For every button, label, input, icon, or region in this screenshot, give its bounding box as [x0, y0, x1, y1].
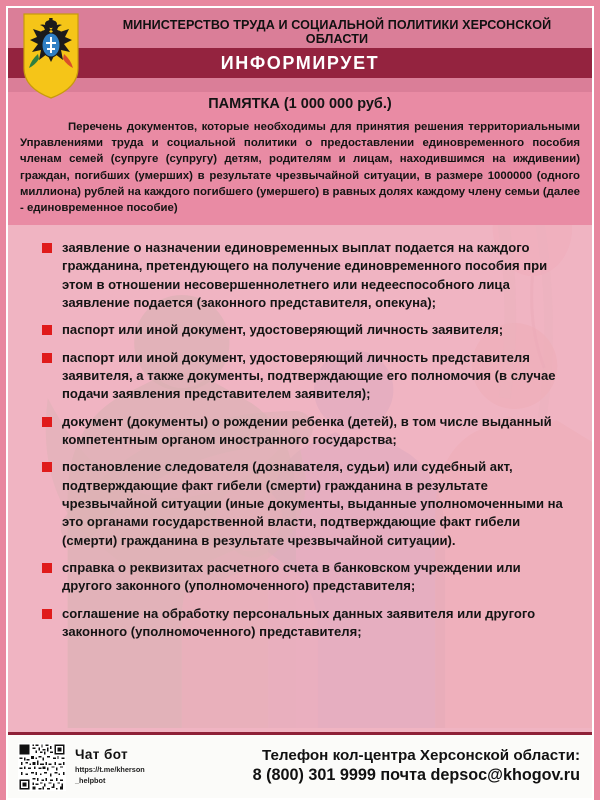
list-item-text: справка о реквизитах расчетного счета в банковском учреждении или другого законного (уполномоченного) представителя; — [62, 560, 521, 594]
list-item-text: постановление следователя (дознавателя, судьи) или судебный акт, подтверждающие факт гибели (смерти) гражданина в результате чрезвычайной ситуации (иные документы, выданные уполномоченными на это органами государственной власти, подтверждающие факт гибели (смерти) гражданина в результате чрезвычайной ситуации). — [62, 459, 563, 548]
poster-frame — [6, 6, 594, 800]
bullet-square-icon — [42, 417, 52, 427]
bullet-square-icon — [42, 563, 52, 573]
chat-bot-url-line1[interactable]: https://t.me/kherson — [75, 764, 145, 774]
call-center-label: Телефон кол-центра Херсонской области: — [261, 747, 580, 765]
bullet-square-icon — [42, 462, 52, 472]
header-bottom-strip — [8, 78, 592, 92]
list-item — [42, 239, 566, 312]
poster-body — [8, 92, 592, 732]
list-item — [42, 605, 566, 642]
list-item — [42, 458, 566, 550]
contact-block — [145, 747, 582, 785]
intro-paragraph: Перечень документов, которые необходимы для принятия решения территориальными Управлениями труда и социальной политики о предоставлении единовременного пособия членам семей (супруге (супругу) детям, родителям и лицам, находившимся на иждивении) граждан, погибших (умерших) в результате чрезвычайной ситуации, в размере 1000000 (одного миллиона) рублей на каждого погибшего (умершего) в равных долях каждому члену семьи (далее - единовременное пособие) — [8, 117, 592, 225]
chat-bot-block — [75, 748, 145, 785]
chat-bot-url-line2[interactable]: _helpbot — [75, 775, 106, 785]
list-item-text: паспорт или иной документ, удостоверяющий личность заявителя; — [62, 322, 504, 338]
informs-banner: ИНФОРМИРУЕТ — [220, 53, 380, 73]
qr-code-icon[interactable] — [18, 743, 66, 791]
call-center-phone-email[interactable]: 8 (800) 301 9999 почта depsoc@khogov.ru — [252, 765, 580, 784]
poster-footer — [8, 732, 592, 798]
list-item-text: документ (документы) о рождении ребенка (детей), в том числе выданный компетентным органом иностранного государства; — [62, 413, 552, 448]
bullet-square-icon — [42, 353, 52, 363]
memo-title: ПАМЯТКА (1 000 000 руб.) — [8, 92, 592, 117]
list-item — [42, 559, 566, 596]
coat-of-arms-icon — [20, 12, 82, 100]
bullet-square-icon — [42, 609, 52, 619]
chat-bot-label: Чат бот — [75, 746, 129, 762]
bullet-square-icon — [42, 325, 52, 335]
ministry-title: МИНИСТЕРСТВО ТРУДА И СОЦИАЛЬНОЙ ПОЛИТИКИ ХЕРСОНСКОЙ ОБЛАСТИ — [122, 18, 552, 47]
list-item — [42, 321, 566, 339]
list-item — [42, 413, 566, 450]
documents-list — [8, 225, 592, 656]
list-item-text: соглашение на обработку персональных данных заявителя или другого законного (уполномоченного) представителя; — [62, 605, 536, 640]
list-item-text: заявление о назначении единовременных выплат подается на каждого гражданина, претендующего на получение единовременного пособия при этом в отношении несовершеннолетнего или недееспособного лица заявление подается (законного представителя, опекуна); — [62, 240, 548, 311]
list-item-text: паспорт или иной документ, удостоверяющий личность представителя заявителя, а также документы, подтверждающие его полномочия (в случае подачи заявления представителем заявителя); — [62, 349, 556, 402]
poster-header — [8, 8, 592, 92]
bullet-square-icon — [42, 243, 52, 253]
list-item — [42, 349, 566, 404]
